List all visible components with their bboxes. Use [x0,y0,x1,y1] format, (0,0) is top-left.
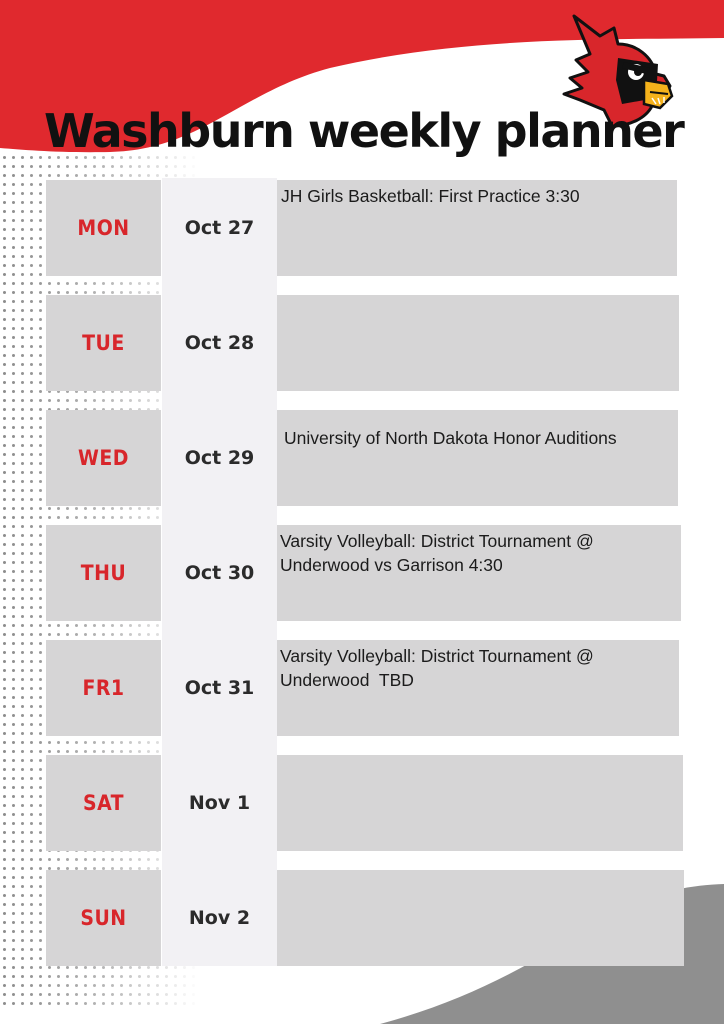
event-box-mon [277,180,677,276]
day-label-tue: TUE [46,295,161,391]
day-label-mon: MON [46,180,161,276]
event-box-thu [277,525,681,621]
event-text: University of North Dakota Honor Auditions [284,428,617,448]
day-label-sun: SUN [46,870,161,966]
date-label-wed: Oct 29 [184,447,255,469]
day-label-thu: THU [46,525,161,621]
event-box-sun [277,870,684,966]
page-title: Washburn weekly planner [44,104,684,158]
day-label-fri: FR1 [46,640,161,736]
day-label-wed: WED [46,410,161,506]
event-text: Underwood vs Garrison 4:30 [280,555,503,575]
date-label-sat: Nov 1 [188,792,251,814]
event-text: Varsity Volleyball: District Tournament @ [280,646,594,666]
event-text: JH Girls Basketball: First Practice 3:30 [281,186,580,206]
date-label-sun: Nov 2 [188,907,251,929]
event-box-sat [277,755,683,851]
event-text: Varsity Volleyball: District Tournament @ [280,531,594,551]
event-text: Underwood TBD [280,670,414,690]
date-label-tue: Oct 28 [184,332,255,354]
event-box-tue [277,295,679,391]
date-label-thu: Oct 30 [184,562,255,584]
date-label-fri: Oct 31 [184,677,255,699]
date-label-mon: Oct 27 [184,217,255,239]
event-box-wed [277,410,678,506]
event-box-fri [277,640,679,736]
day-label-sat: SAT [46,755,161,851]
